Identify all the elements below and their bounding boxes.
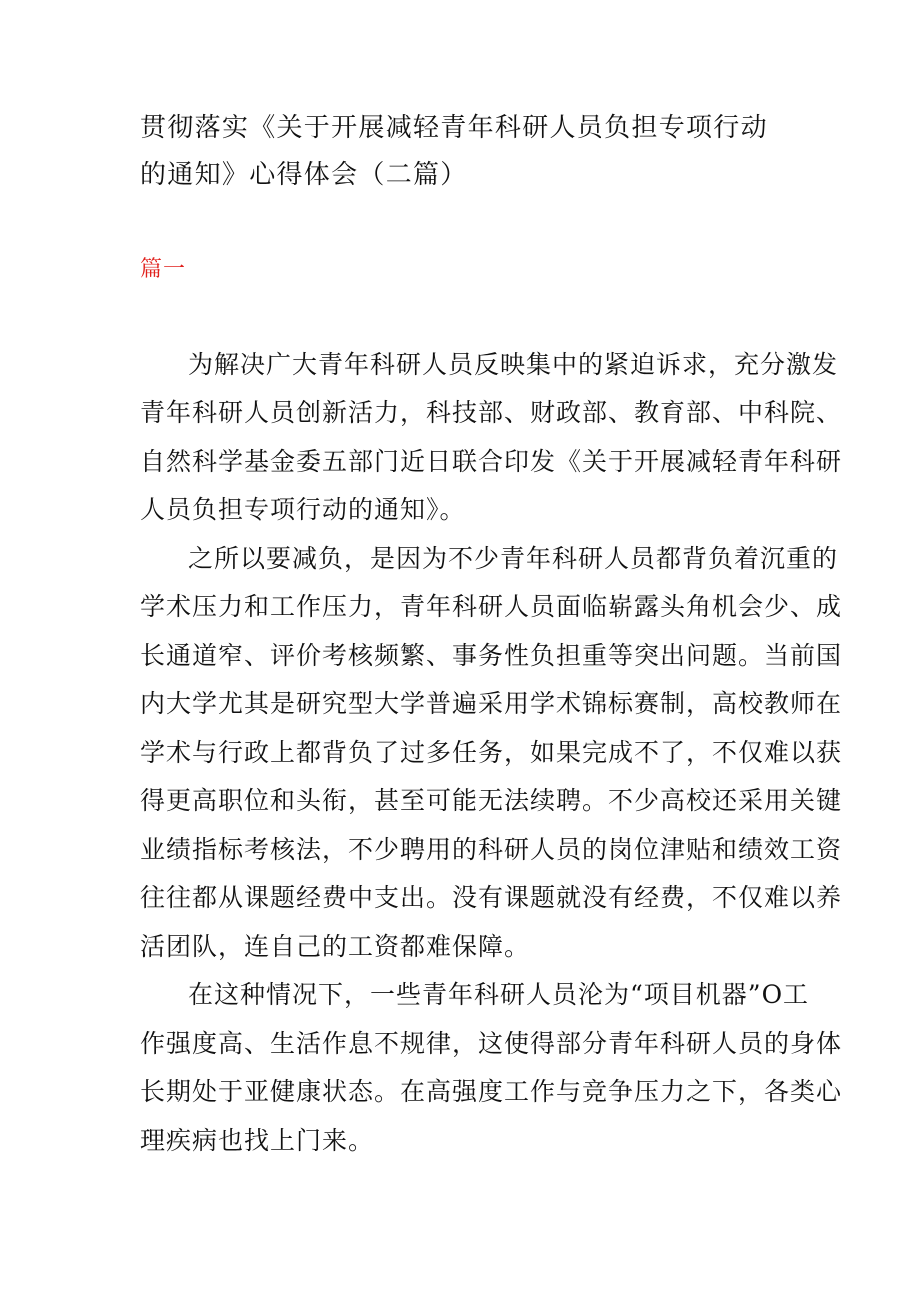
paragraph-line: 为解决广大青年科研人员反映集中的紧迫诉求，充分激发 [188, 350, 839, 379]
paragraph-line: 长通道窄、评价考核频繁、事务性负担重等突出问题。当前国 [140, 641, 843, 670]
paragraph-line: 得更高职位和头衔，甚至可能无法续聘。不少高校还采用关键 [140, 786, 843, 815]
paragraph-line: 学术与行政上都背负了过多任务，如果完成不了，不仅难以获 [140, 738, 843, 767]
paragraph-line: 业绩指标考核法，不少聘用的科研人员的岗位津贴和绩效工资 [140, 835, 843, 864]
paragraph-line: 理疾病也找上门来。 [140, 1126, 375, 1155]
paragraph-line: 内大学尤其是研究型大学普遍采用学术锦标赛制，高校教师在 [140, 689, 843, 718]
paragraph-line: 人员负担专项行动的通知》。 [140, 495, 466, 524]
paragraph-line: 长期处于亚健康状态。在高强度工作与竞争压力之下，各类心 [140, 1077, 843, 1106]
paragraph-line: 在这种情况下，一些青年科研人员沦为“项目机器”O工 [188, 980, 810, 1009]
paragraph-line: 之所以要减负，是因为不少青年科研人员都背负着沉重的 [188, 544, 839, 573]
paragraph-line: 活团队，连自己的工资都难保障。 [140, 932, 531, 961]
document-title-line-2: 的通知》心得体会（二篇） [140, 160, 468, 190]
paragraph-line: 学术压力和工作压力，青年科研人员面临崭露头角机会少、成 [140, 592, 843, 621]
paragraph-line: 往往都从课题经费中支出。没有课题就没有经费，不仅难以养 [140, 883, 843, 912]
paragraph-line: 青年科研人员创新活力，科技部、财政部、教育部、中科院、 [140, 398, 843, 427]
paragraph-line: 自然科学基金委五部门近日联合印发《关于开展减轻青年科研 [140, 447, 843, 476]
paragraph-line: 作强度高、生活作息不规律，这使得部分青年科研人员的身体 [140, 1029, 843, 1058]
document-title-line-1: 贯彻落实《关于开展减轻青年科研人员负担专项行动 [140, 113, 768, 143]
section-heading: 篇一 [140, 257, 187, 282]
